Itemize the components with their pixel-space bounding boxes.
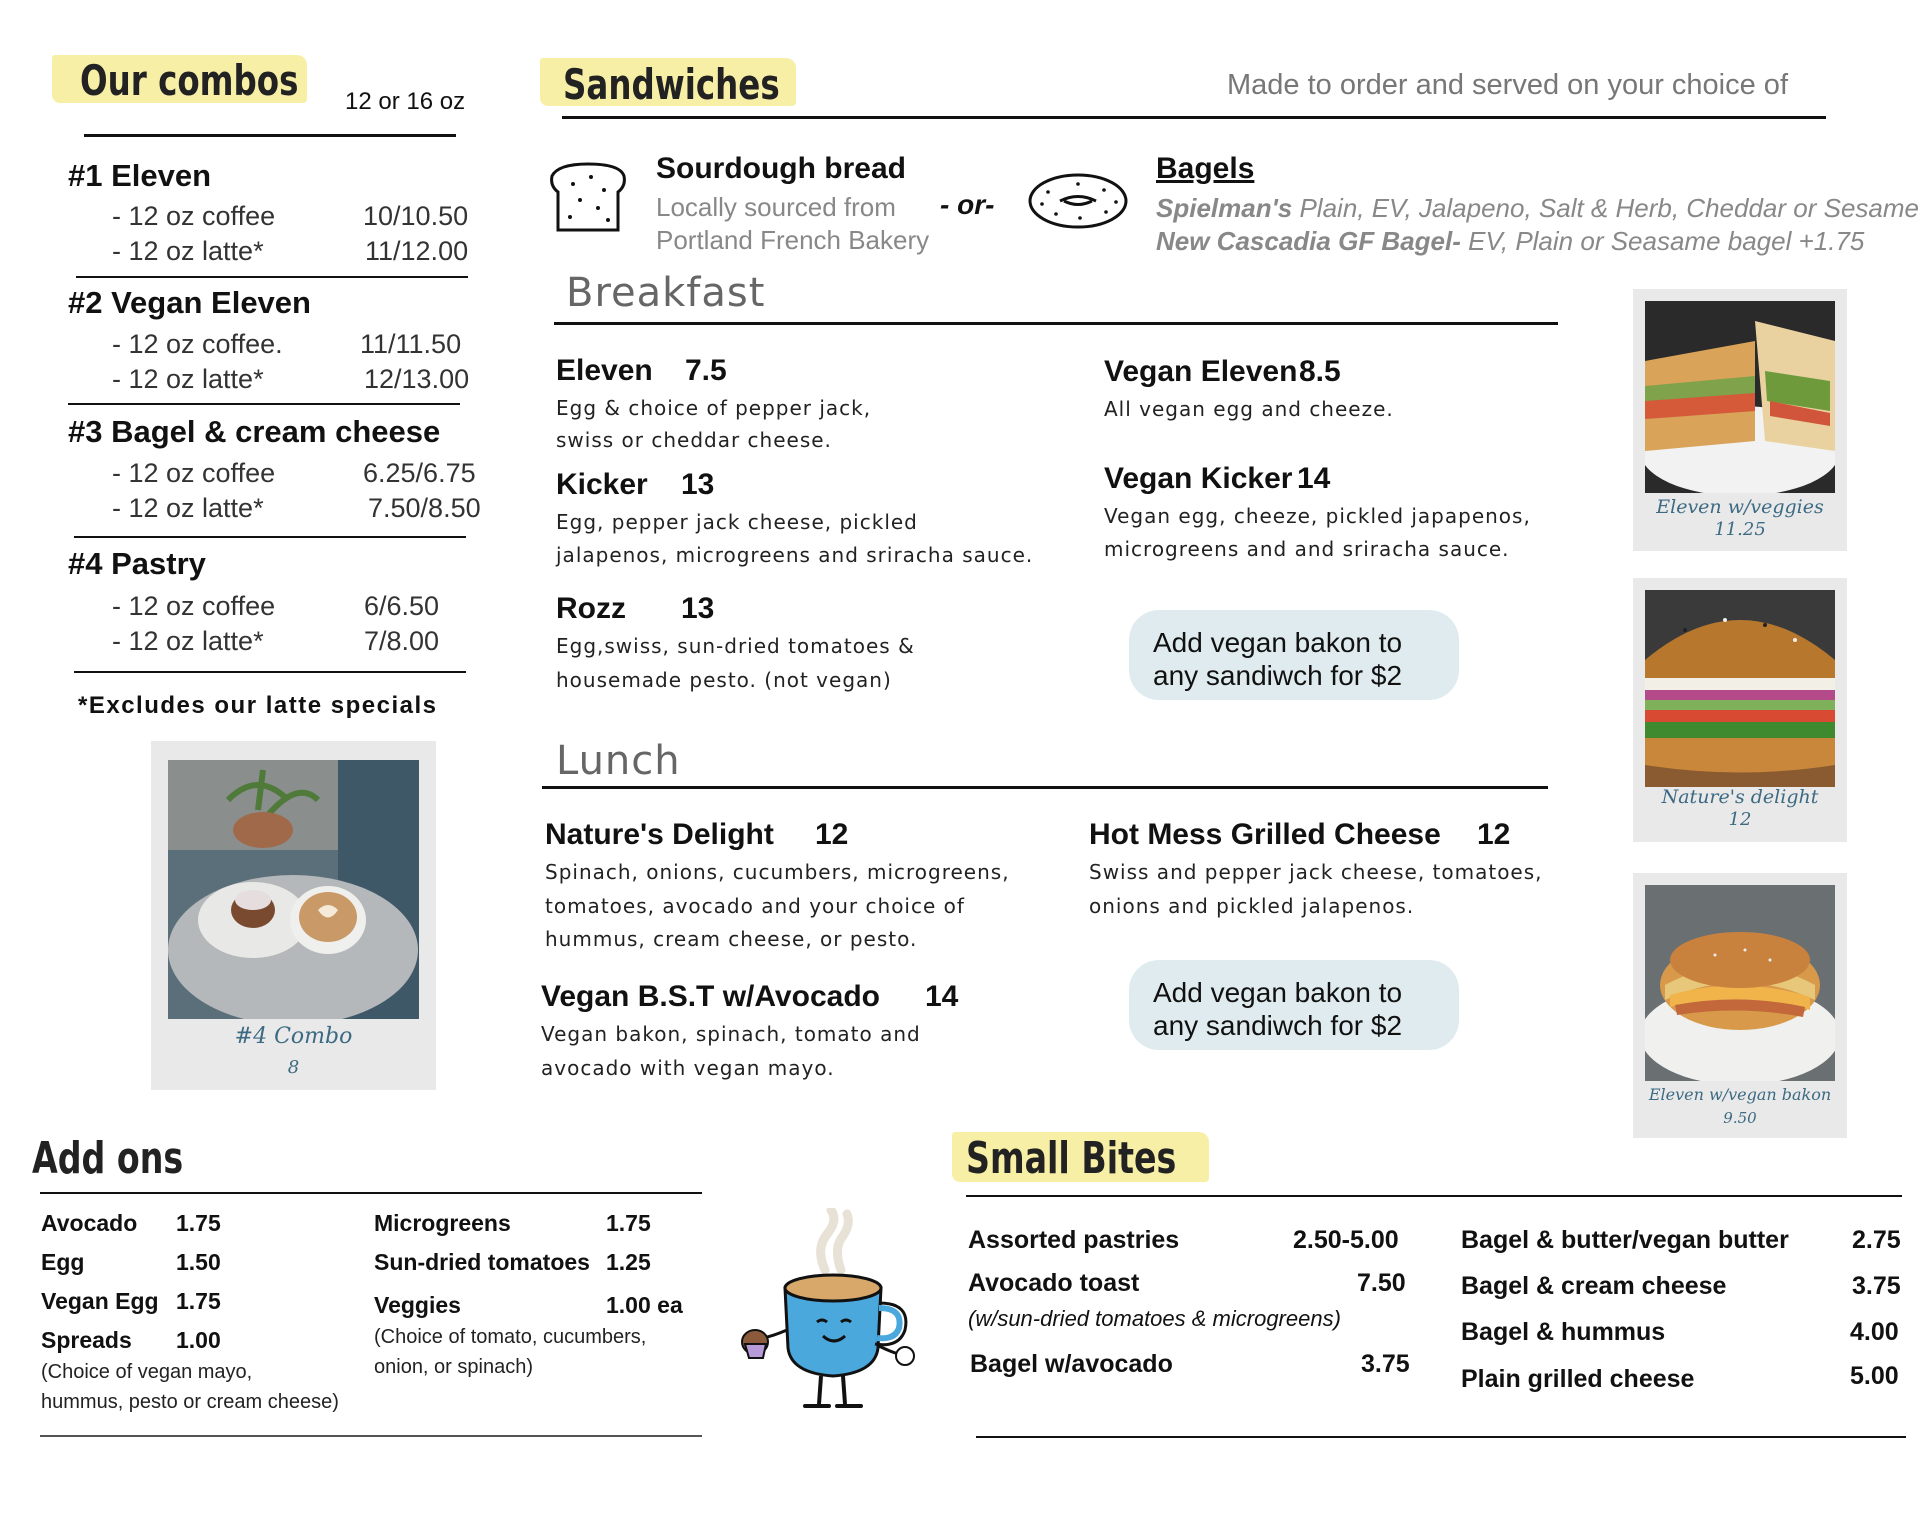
bread-icon <box>548 162 628 232</box>
side-photo-caption: Eleven w/veggies <box>1656 496 1824 518</box>
bagels-line1-rest: Plain, EV, Jalapeno, Salt & Herb, Cheddar or Sesame <box>1292 193 1919 223</box>
or-label: - or- <box>940 189 995 220</box>
bagels-title: Bagels <box>1156 152 1255 185</box>
side-photo-card <box>1633 578 1847 842</box>
item-desc: jalapenos, microgreens and sriracha sauce. <box>556 543 1034 567</box>
item-price: 14 <box>925 980 959 1013</box>
combos-footnote: *Excludes our latte specials <box>78 692 438 719</box>
item-desc: Egg,swiss, sun-dried tomatoes & <box>556 634 915 658</box>
item-desc: tomatoes, avocado and your choice of <box>545 894 965 918</box>
bagel-icon <box>1026 170 1130 232</box>
promo-line: Add vegan bakon to <box>1153 627 1403 658</box>
addon-price: 1.00 <box>176 1327 221 1353</box>
combo-photo <box>168 760 419 1019</box>
item-name: Hot Mess Grilled Cheese <box>1089 818 1441 851</box>
divider <box>40 1435 702 1437</box>
addon-note: onion, or spinach) <box>374 1356 533 1378</box>
coffee-mascot-icon <box>733 1208 929 1413</box>
addon-name: Vegan Egg <box>41 1288 159 1314</box>
divider <box>562 116 1826 119</box>
combo-line-label: - 12 oz coffee <box>112 458 276 488</box>
item-desc: housemade pesto. (not vegan) <box>556 668 892 692</box>
bite-price: 7.50 <box>1357 1269 1406 1297</box>
addon-price: 1.00 ea <box>606 1292 683 1318</box>
addon-name: Sun-dried tomatoes <box>374 1249 590 1275</box>
small-bites-heading: Small Bites <box>966 1133 1177 1184</box>
bite-name: Bagel & cream cheese <box>1461 1272 1727 1300</box>
addon-note: (Choice of tomato, cucumbers, <box>374 1326 647 1348</box>
bagels-line1 <box>1156 193 1919 224</box>
bite-name: Bagel w/avocado <box>970 1350 1173 1378</box>
addon-name: Spreads <box>41 1327 132 1353</box>
side-photo-price: 9.50 <box>1723 1109 1757 1127</box>
item-desc: onions and pickled jalapenos. <box>1089 894 1415 918</box>
item-desc: Spinach, onions, cucumbers, microgreens, <box>545 860 1010 884</box>
item-price: 13 <box>681 592 715 625</box>
combo-photo-card <box>151 741 436 1090</box>
addon-name: Egg <box>41 1249 85 1275</box>
side-photo-caption: Nature's delight <box>1661 786 1819 808</box>
lunch-heading: Lunch <box>556 738 681 784</box>
item-price: 12 <box>1477 818 1511 851</box>
item-name: Nature's Delight <box>545 818 774 851</box>
combo-photo-price: 8 <box>287 1057 300 1078</box>
divider <box>40 1192 702 1194</box>
side-photo-card <box>1633 873 1847 1138</box>
divider <box>76 276 468 278</box>
item-desc: Swiss and pepper jack cheese, tomatoes, <box>1089 860 1543 884</box>
addon-price: 1.75 <box>176 1288 221 1314</box>
divider <box>976 1436 1906 1438</box>
combo-photo-caption: #4 Combo <box>234 1024 353 1049</box>
combo-title: #2 Vegan Eleven <box>68 285 311 320</box>
addon-price: 1.25 <box>606 1249 651 1275</box>
item-price: 7.5 <box>685 354 727 387</box>
bread-line2: Portland French Bakery <box>656 225 930 255</box>
bite-price: 4.00 <box>1850 1318 1899 1346</box>
combo-line-label: - 12 oz latte* <box>112 493 264 523</box>
side-photo <box>1645 590 1835 787</box>
item-desc: Vegan bakon, spinach, tomato and <box>541 1022 921 1046</box>
divider <box>966 1195 1902 1197</box>
sandwiches-heading: Sandwiches <box>563 60 780 109</box>
promo-line: any sandiwch for $2 <box>1153 660 1403 691</box>
sandwiches-subtitle: Made to order and served on your choice of <box>1227 69 1788 101</box>
bite-price: 5.00 <box>1850 1362 1899 1390</box>
item-desc: Egg, pepper jack cheese, pickled <box>556 510 918 534</box>
bite-price: 2.50-5.00 <box>1293 1226 1399 1254</box>
breakfast-heading: Breakfast <box>566 270 766 316</box>
bite-price: 3.75 <box>1852 1272 1901 1300</box>
bagels-line2 <box>1156 226 1864 257</box>
combo-line-price: 6/6.50 <box>364 591 440 621</box>
addons-heading: Add ons <box>32 1133 184 1184</box>
divider <box>542 786 1548 789</box>
bite-name: Plain grilled cheese <box>1461 1365 1695 1393</box>
combo-title: #4 Pastry <box>68 546 206 581</box>
vegan-bakon-promo <box>1129 960 1459 1050</box>
combo-line-label: - 12 oz coffee <box>112 591 276 621</box>
divider <box>74 536 466 538</box>
combo-line-label: - 12 oz coffee. <box>112 329 283 359</box>
combo-line-price: 11/11.50 <box>360 329 462 359</box>
side-photo-price: 12 <box>1728 809 1752 830</box>
addon-name: Microgreens <box>374 1210 511 1236</box>
item-desc: microgreens and and sriracha sauce. <box>1104 537 1510 561</box>
combo-line-label: - 12 oz coffee <box>112 201 276 231</box>
addon-name: Veggies <box>374 1292 461 1318</box>
combo-line-price: 6.25/6.75 <box>363 458 476 488</box>
bite-price: 2.75 <box>1852 1226 1901 1254</box>
bite-name: Assorted pastries <box>968 1226 1180 1254</box>
item-desc: hummus, cream cheese, or pesto. <box>545 927 918 951</box>
item-name: Rozz <box>556 592 626 625</box>
combo-line-label: - 12 oz latte* <box>112 236 264 266</box>
item-name: Vegan Eleven <box>1104 355 1298 388</box>
combo-line-label: - 12 oz latte* <box>112 626 264 656</box>
combo-line-price: 12/13.00 <box>364 364 470 394</box>
item-price: 13 <box>681 468 715 501</box>
item-name: Vegan B.S.T w/Avocado <box>541 980 880 1013</box>
item-desc: Egg & choice of pepper jack, <box>556 396 872 420</box>
combo-line-price: 7.50/8.50 <box>368 493 481 523</box>
item-name: Kicker <box>556 468 648 501</box>
item-price: 14 <box>1297 462 1331 495</box>
combos-heading: Our combos <box>80 56 299 105</box>
bread-line1: Locally sourced from <box>656 192 896 222</box>
divider <box>68 403 460 405</box>
divider <box>84 134 456 137</box>
bread-title: Sourdough bread <box>656 152 906 185</box>
bite-note: (w/sun-dried tomatoes & microgreens) <box>968 1306 1341 1331</box>
item-name: Eleven <box>556 354 653 387</box>
side-photo <box>1645 301 1835 493</box>
item-price: 12 <box>815 818 849 851</box>
bagels-line2-rest: EV, Plain or Seasame bagel +1.75 <box>1460 226 1865 256</box>
side-photo <box>1645 885 1835 1081</box>
combo-title: #1 Eleven <box>68 158 212 193</box>
item-desc: avocado with vegan mayo. <box>541 1056 835 1080</box>
bite-name: Bagel & hummus <box>1461 1318 1666 1346</box>
side-photo-card <box>1633 289 1847 551</box>
combo-line-label: - 12 oz latte* <box>112 364 264 394</box>
combo-line-price: 11/12.00 <box>365 236 469 266</box>
addon-name: Avocado <box>41 1210 138 1236</box>
promo-line: Add vegan bakon to <box>1153 977 1403 1008</box>
bagels-line1-brand: Spielman's <box>1156 193 1293 223</box>
addon-note: hummus, pesto or cream cheese) <box>41 1391 339 1413</box>
addon-price: 1.75 <box>176 1210 221 1236</box>
side-photo-caption: Eleven w/vegan bakon <box>1648 1085 1832 1104</box>
bite-name: Avocado toast <box>968 1269 1140 1297</box>
bagels-line2-brand: New Cascadia GF Bagel- <box>1156 226 1461 256</box>
divider <box>554 322 1558 325</box>
combo-line-price: 7/8.00 <box>364 626 440 656</box>
combo-title: #3 Bagel & cream cheese <box>68 414 441 449</box>
item-desc: All vegan egg and cheeze. <box>1104 397 1394 421</box>
promo-line: any sandiwch for $2 <box>1153 1010 1403 1041</box>
combo-line-price: 10/10.50 <box>363 201 469 231</box>
addon-price: 1.50 <box>176 1249 221 1275</box>
item-desc: swiss or cheddar cheese. <box>556 428 832 452</box>
addon-price: 1.75 <box>606 1210 651 1236</box>
bite-price: 3.75 <box>1361 1350 1410 1378</box>
item-name: Vegan Kicker <box>1104 462 1293 495</box>
combos-size-note: 12 or 16 oz <box>345 88 466 115</box>
side-photo-price: 11.25 <box>1714 519 1766 540</box>
item-desc: Vegan egg, cheeze, pickled japapenos, <box>1104 504 1531 528</box>
addon-note: (Choice of vegan mayo, <box>41 1361 253 1383</box>
vegan-bakon-promo <box>1129 610 1459 700</box>
item-price: 8.5 <box>1299 355 1341 388</box>
divider <box>74 671 466 673</box>
bite-name: Bagel & butter/vegan butter <box>1461 1226 1789 1254</box>
